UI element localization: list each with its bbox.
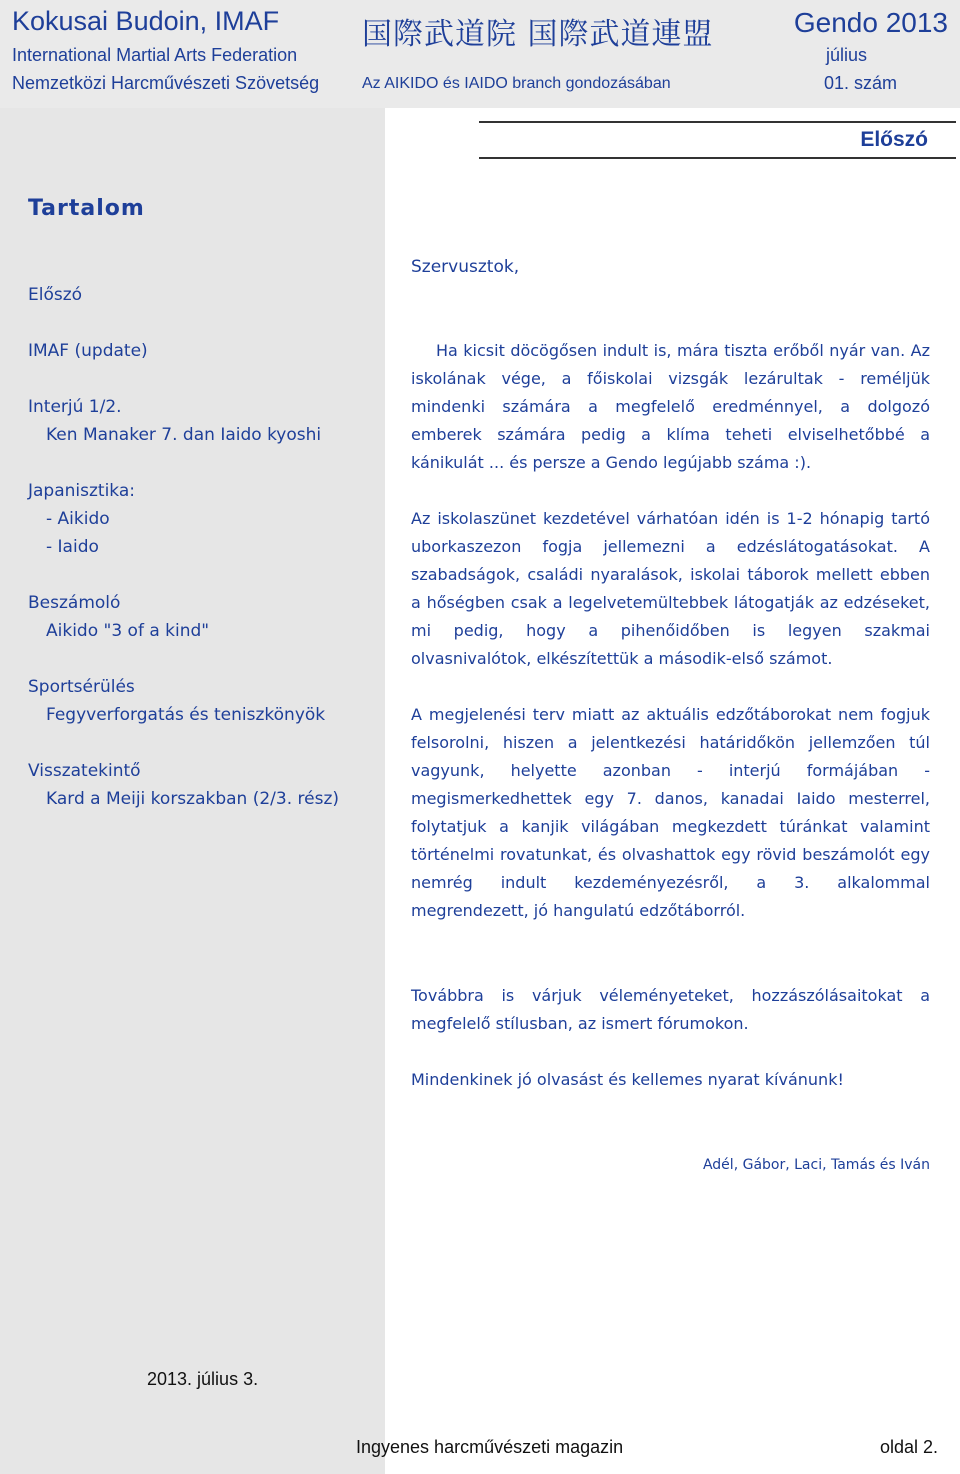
- org-english-name: International Martial Arts Federation: [12, 45, 298, 65]
- article-paragraph: Mindenkinek jó olvasást és kellemes nyarat kívánunk!: [411, 1070, 844, 1089]
- section-rule-bottom: [479, 157, 956, 159]
- toc-item[interactable]: Japanisztika:: [28, 481, 135, 501]
- magazine-title: Gendo 2013: [793, 7, 948, 38]
- toc-item[interactable]: Visszatekintő: [28, 761, 141, 781]
- issue-month: július: [826, 45, 868, 65]
- issue-number: 01. szám: [824, 73, 898, 93]
- toc-item[interactable]: Kard a Meiji korszakban (2/3. rész): [46, 789, 340, 809]
- publication-date: 2013. július 3.: [147, 1369, 259, 1389]
- article-paragraph: Továbbra is várjuk véleményeteket, hozzászólásaitokat a megfelelő stílusban, az ismert fórumokon.: [411, 986, 930, 1033]
- article-signature: Adél, Gábor, Laci, Tamás és Iván: [702, 1157, 930, 1173]
- toc-item[interactable]: Beszámoló: [28, 593, 121, 613]
- toc-item[interactable]: IMAF (update): [28, 341, 148, 361]
- org-hungarian-name: Nemzetközi Harcművészeti Szövetség: [12, 73, 320, 93]
- article-greeting: Szervusztok,: [411, 257, 520, 277]
- toc-item[interactable]: Fegyverforgatás és teniszkönyök: [46, 705, 326, 725]
- toc-item[interactable]: Ken Manaker 7. dan Iaido kyoshi: [46, 425, 322, 445]
- table-of-contents-sidebar: [0, 108, 385, 1474]
- japanese-title: 国際武道院 国際武道連盟: [362, 17, 714, 52]
- toc-item[interactable]: - Aikido: [46, 509, 110, 529]
- article-paragraph: Az iskolaszünet kezdetével várhatóan idén is 1-2 hónapig tartó uborkaszezon fogja jellemezni a edzéslátogatásokat. A szabadságok, családi nyaralások, iskolai táborok mellett ebben a hőségben csak a legelvetemültebbek látogatják az edzéseket, mi pedig, hogy a pihenőidőben is legyen szakmai olvasnivalótok, elkészítettük a második-első számot.: [411, 509, 930, 668]
- footer-page-number: oldal 2.: [879, 1437, 938, 1457]
- footer-magazine: Ingyenes harcművészeti magazin: [356, 1437, 624, 1457]
- toc-item[interactable]: - Iaido: [46, 537, 99, 557]
- page-header: [0, 0, 960, 108]
- section-rule-top: [479, 121, 956, 123]
- toc-title: Tartalom: [28, 196, 145, 221]
- toc-item[interactable]: Előszó: [28, 285, 83, 305]
- article-paragraph: Ha kicsit döcögősen indult is, mára tiszta erőből nyár van. Az iskolának vége, a főiskolai vizsgák lezárultak - reméljük mindenki számára a megfelelő eredménnyel, a dolgozó emberek számára pedig a klíma teheti elviselhetőbbé a kánikulát ... és persze a Gendo legújabb száma :).: [411, 341, 930, 472]
- toc-item[interactable]: Aikido "3 of a kind": [46, 621, 210, 641]
- toc-item[interactable]: Interjú 1/2.: [28, 397, 122, 417]
- toc-item[interactable]: Sportsérülés: [28, 677, 135, 697]
- article-paragraph: A megjelenési terv miatt az aktuális edzőtáborokat nem fogjuk felsorolni, hiszen a jelentkezési határidőkön jellemzően túl vagyunk, helyette azonban - interjú formájában - megismerkedhettek egy 7. danos, kanadai Iaido mesterrel, folytatjuk a kanjik világában megkezdett túránkat valamint történelmi rovatunkat, és olvashattok egy rövid beszámolót egy nemrég indult kezdeményezésről, a 3. alkalommal megrendezett, jó hangulatú edzőtáborról.: [411, 705, 930, 920]
- branch-subtitle: Az AIKIDO és IAIDO branch gondozásában: [362, 75, 671, 92]
- section-title: Előszó: [860, 128, 928, 151]
- org-title: Kokusai Budoin, IMAF: [12, 6, 280, 36]
